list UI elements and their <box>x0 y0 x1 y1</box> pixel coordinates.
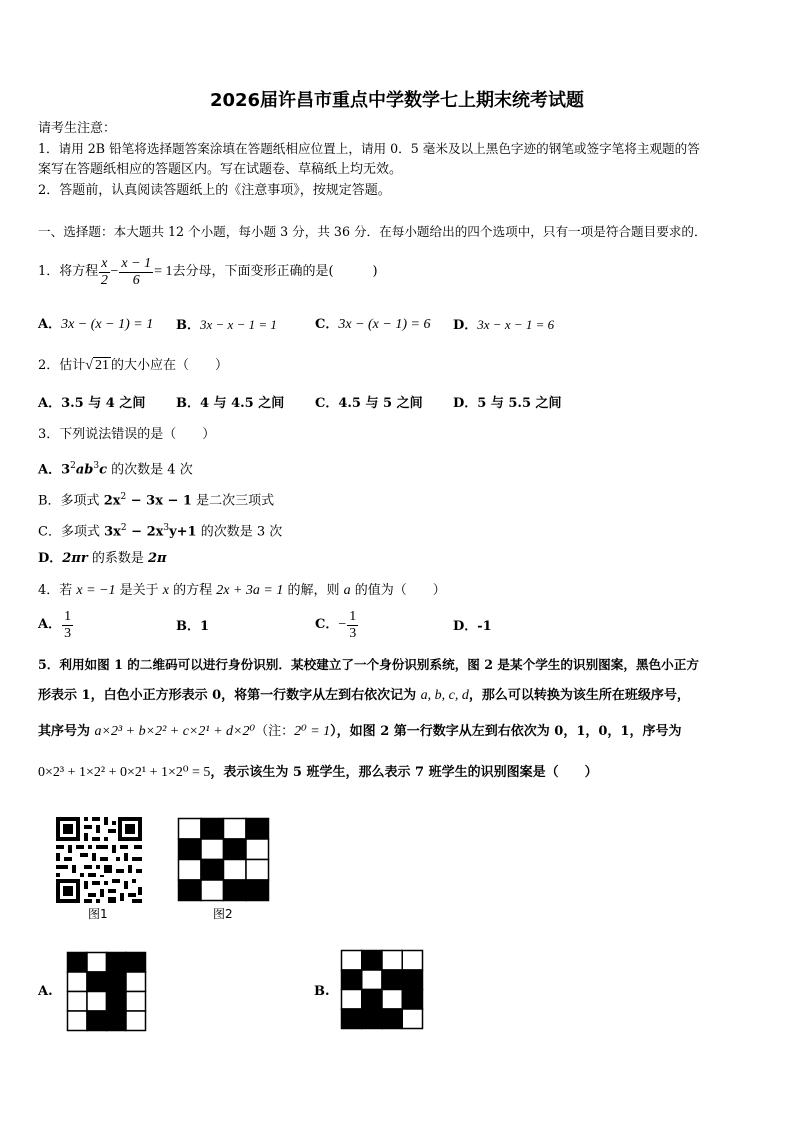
q4-e2: x <box>162 583 169 598</box>
option-a-cell-0-0 <box>68 953 88 973</box>
figure-2-cell-3-1 <box>201 880 224 901</box>
option-b-cell-2-2 <box>382 990 402 1010</box>
q3-c-t1: 3x <box>104 524 121 540</box>
option-b-cell-1-0 <box>342 970 362 990</box>
q1-frac2-denominator: 6 <box>132 272 140 288</box>
option-b-grid <box>340 949 424 1030</box>
option-a-cell-1-2 <box>107 972 127 992</box>
q1-frac1-numerator: x <box>101 255 108 271</box>
q3-d-mid: 的系数是 <box>87 551 148 566</box>
q1-frac2-numerator: x − 1 <box>121 255 152 271</box>
q3-option-c-label: C．多项式 <box>38 524 105 540</box>
q2-option-b: B．4 与 4.5 之间 <box>176 396 285 411</box>
q5-option-a-label: A. <box>38 984 53 999</box>
q3-c-t2: − 2x <box>126 524 164 540</box>
notice-heading: 请考生注意： <box>38 121 117 136</box>
q3-c-e2: 3 <box>163 523 170 533</box>
option-b-cell-0-2 <box>382 951 402 971</box>
q5-line3a: 其序号为 <box>38 724 95 739</box>
section-heading: 一、选择题：本大题共 12 个小题，每小题 3 分，共 36 分．在每小题给出的四个选项中，只有一项是符合题目要求的． <box>38 224 707 239</box>
q4-a-denominator: 3 <box>64 625 72 641</box>
option-b-cell-2-0 <box>342 990 362 1010</box>
notice-item1-line1: 1．请用 2B 铅笔将选择题答案涂填在答题纸相应位置上，请用 0．5 毫米及以上黑色字迹的钢笔或签字笔将主观题的答 <box>38 141 700 156</box>
q1-option-a-label: A． <box>38 317 62 332</box>
notice-item1-line2: 案写在答题纸相应的答题区内。写在试题卷、草稿纸上均无效。 <box>38 162 403 177</box>
q1-frac1-denominator: 2 <box>100 272 108 288</box>
figure-2-cell-3-0 <box>179 880 202 901</box>
q3-a-base: 3 <box>61 462 71 478</box>
q1-option-b-label: B． <box>176 318 200 333</box>
q1-option-d-label: D． <box>453 318 478 333</box>
figure-2-cell-0-0 <box>179 819 202 840</box>
q2-suffix: 的大小应在（ ） <box>110 358 228 373</box>
q1-equals: = 1 <box>154 264 173 279</box>
figure-2-cell-2-0 <box>179 860 202 881</box>
q5-line3 <box>38 724 681 740</box>
q4-e4: a <box>343 583 351 598</box>
page-title: 2026届许昌市重点中学数学七上期末统考试题 <box>209 90 585 111</box>
q3-option-a <box>38 458 193 478</box>
figure-2-cell-2-3 <box>246 860 269 881</box>
q4-a-fraction <box>62 609 73 642</box>
q5-line4 <box>38 765 598 781</box>
q4-option-a-label: A． <box>38 617 62 632</box>
q2-prefix: 2．估计 <box>38 358 86 373</box>
q3-a-exp1: 2 <box>70 461 76 471</box>
q5-line3c: ），如图 2 第一行数字从左到右依次为 0，1，0，1，序号为 <box>330 724 682 739</box>
q3-option-d <box>38 551 167 567</box>
q1-option-c-expr: 3x − (x − 1) = 6 <box>338 317 431 332</box>
q3-c-t3: y+1 <box>169 524 197 540</box>
q4-option-b: B．1 <box>176 619 210 634</box>
question-2-stem <box>38 358 228 374</box>
q4-option-c <box>315 607 359 643</box>
figure-2-cell-0-2 <box>224 819 247 840</box>
option-b-cell-0-1 <box>362 951 382 971</box>
q3-a-mid: ab <box>75 462 94 478</box>
option-a-cell-0-2 <box>107 953 127 973</box>
q4-p4: 的解，则 <box>283 583 344 598</box>
figure-2-caption: 图2 <box>213 907 233 921</box>
option-a-cell-2-3 <box>126 992 146 1012</box>
q3-a-end: c <box>99 462 108 478</box>
figure-2-cell-1-0 <box>179 839 202 860</box>
q4-c-numerator: 1 <box>349 608 357 624</box>
q4-a-numerator: 1 <box>64 608 72 624</box>
q5-line3-expr: a×2³ + b×2² + c×2¹ + d×2⁰ <box>94 724 256 739</box>
option-a-cell-2-2 <box>107 992 127 1012</box>
q2-option-d: D．5 与 5.5 之间 <box>453 396 562 411</box>
q5-line3-note: 2⁰ = 1 <box>294 724 331 739</box>
q2-radicand: 21 <box>94 358 109 373</box>
question-3-stem: 3．下列说法错误的是（ ） <box>38 427 216 442</box>
q5-option-b-label: B. <box>314 984 330 999</box>
q1-option-b <box>176 317 277 334</box>
q1-option-a <box>38 317 153 333</box>
q4-e1: x = −1 <box>76 583 116 598</box>
option-a-cell-3-1 <box>87 1011 107 1031</box>
option-b-cell-3-0 <box>342 1009 362 1029</box>
option-a-cell-1-1 <box>87 972 107 992</box>
q2-option-c: C．4.5 与 5 之间 <box>315 396 423 411</box>
q5-line2a: 形表示 1，白色小正方形表示 0，将第一行数字从左到右依次记为 <box>38 688 421 703</box>
option-b-cell-2-1 <box>362 990 382 1010</box>
notice-item2: 2．答题前，认真阅读答题纸上的《注意事项》，按规定答题。 <box>38 183 391 198</box>
q3-option-a-label: A． <box>38 462 62 478</box>
q3-c-e1: 2 <box>120 523 127 533</box>
q4-e3: 2x + 3a = 1 <box>216 583 284 598</box>
q4-c-sign: − <box>338 617 347 632</box>
option-a-cell-1-0 <box>68 972 88 992</box>
option-a-cell-0-1 <box>87 953 107 973</box>
option-a-cell-2-0 <box>68 992 88 1012</box>
q3-d-expr: 2πr <box>62 551 88 566</box>
question-4-stem <box>38 583 446 599</box>
q1-option-b-expr: 3x − x − 1 = 1 <box>200 317 277 332</box>
option-a-cell-0-3 <box>126 953 146 973</box>
figure-2-cell-0-1 <box>201 819 224 840</box>
q5-line1: 5．利用如图 1 的二维码可以进行身份识别．某校建立了一个身份识别系统，图 2 是某个学生的识别图案，黑色小正方 <box>38 657 699 672</box>
option-b-cell-0-0 <box>342 951 362 971</box>
q1-suffix: 去分母，下面变形正确的是( ) <box>172 264 378 279</box>
option-a-cell-3-2 <box>107 1011 127 1031</box>
figure-2-cell-3-3 <box>246 880 269 901</box>
q5-line4-expr: 0×2³ + 1×2² + 0×2¹ + 1×2⁰ = 5 <box>38 765 211 780</box>
figure-2-cell-1-1 <box>201 839 224 860</box>
q1-fraction-1 <box>99 256 109 289</box>
q3-c-text: 的次数是 3 次 <box>196 524 283 540</box>
figure-2-cell-2-1 <box>201 860 224 881</box>
q3-b-text: 是二次三项式 <box>191 493 275 509</box>
q3-b-rest: − 3x − 1 <box>126 493 192 509</box>
q4-c-fraction <box>347 609 358 642</box>
q1-minus: − <box>110 264 119 279</box>
figure-2-cell-1-2 <box>224 839 247 860</box>
q2-sqrt: √ 21 <box>85 358 109 373</box>
option-b-cell-1-3 <box>402 970 422 990</box>
figure-2-cell-0-3 <box>246 819 269 840</box>
q5-line2 <box>38 688 690 704</box>
q3-b-e1: 2 <box>120 492 127 502</box>
option-b-cell-3-1 <box>362 1009 382 1029</box>
option-a-grid <box>66 951 147 1032</box>
q5-line2-vars: a, b, c, d <box>420 688 469 703</box>
option-a-cell-1-3 <box>126 972 146 992</box>
q1-option-d-expr: 3x − x − 1 = 6 <box>477 317 555 332</box>
figure-2-cell-2-2 <box>224 860 247 881</box>
q1-option-d <box>453 317 554 334</box>
q5-line2b: ，那么可以转换为该生所在班级序号， <box>468 688 690 703</box>
q4-option-a <box>38 607 74 643</box>
q3-a-text: 的次数是 4 次 <box>107 462 193 478</box>
option-b-cell-0-3 <box>402 951 422 971</box>
q3-option-b <box>38 489 274 509</box>
q4-p5: 的值为（ ） <box>350 583 446 598</box>
q4-p3: 的方程 <box>169 583 217 598</box>
q3-option-d-label: D． <box>38 551 63 566</box>
qr-code-figure-1 <box>54 815 144 905</box>
figure-2-cell-1-3 <box>246 839 269 860</box>
option-b-cell-1-2 <box>382 970 402 990</box>
option-b-cell-2-3 <box>402 990 422 1010</box>
q5-line4b: ，表示该生为 5 班学生，那么表示 7 班学生的识别图案是（ ） <box>210 765 598 780</box>
q4-option-c-label: C． <box>315 617 339 632</box>
option-a-cell-2-1 <box>87 992 107 1012</box>
q3-b-t1: 2x <box>103 493 121 509</box>
q3-d-val: 2π <box>147 551 167 566</box>
q4-p1: 4．若 <box>38 583 77 598</box>
figure-1-caption: 图1 <box>88 907 108 921</box>
q1-option-c-label: C． <box>315 317 339 332</box>
q1-option-a-expr: 3x − (x − 1) = 1 <box>61 317 154 332</box>
q2-option-a: A．3.5 与 4 之间 <box>38 396 146 411</box>
q3-option-c <box>38 520 282 540</box>
q4-option-d: D．-1 <box>453 619 492 634</box>
figure-2-cell-3-2 <box>224 880 247 901</box>
question-1-stem <box>38 254 378 290</box>
option-b-cell-1-1 <box>362 970 382 990</box>
q3-a-exp2: 3 <box>93 461 100 471</box>
q5-line3b: （注： <box>255 724 295 739</box>
option-b-cell-3-3 <box>402 1009 422 1029</box>
option-a-cell-3-3 <box>126 1011 146 1031</box>
figure-2-grid <box>177 817 270 902</box>
q1-option-c <box>315 317 430 333</box>
option-b-cell-3-2 <box>382 1009 402 1029</box>
option-a-cell-3-0 <box>68 1011 88 1031</box>
q1-prefix: 1．将方程 <box>38 264 99 279</box>
q3-option-b-label: B．多项式 <box>38 493 104 509</box>
q4-c-denominator: 3 <box>349 625 357 641</box>
q4-p2: 是关于 <box>115 583 163 598</box>
q1-fraction-2 <box>119 256 153 289</box>
